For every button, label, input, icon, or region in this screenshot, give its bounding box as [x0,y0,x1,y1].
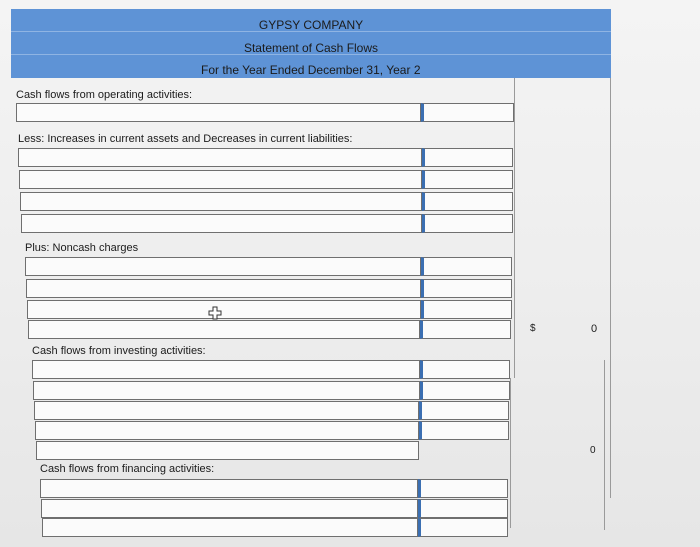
financing-item-input-2[interactable] [41,499,418,518]
less-item-input-1[interactable] [18,148,422,167]
investing-section-label: Cash flows from investing activities: [32,345,206,357]
operating-total-value: 0 [591,323,598,335]
financing-amount-input-1[interactable] [418,479,508,498]
plus-item-input-2[interactable] [26,279,421,298]
investing-amount-input-1[interactable] [420,360,510,379]
less-item-input-2[interactable] [19,170,422,189]
less-item-input-3[interactable] [20,192,422,211]
investing-amount-input-2[interactable] [420,381,510,400]
statement-header [11,9,611,78]
investing-item-input-1[interactable] [32,360,420,379]
less-section-label: Less: Increases in current assets and Decreases in current liabilities: [18,133,353,145]
investing-item-input-4[interactable] [35,421,419,440]
grid-line-col3 [514,78,515,378]
operating-total-label-input[interactable] [28,320,420,339]
financing-amount-input-2[interactable] [418,499,508,518]
financing-item-input-3[interactable] [42,518,418,537]
investing-item-input-3[interactable] [34,401,419,420]
plus-item-input-1[interactable] [25,257,421,276]
less-amount-input-1[interactable] [422,148,513,167]
investing-amount-input-4[interactable] [419,421,509,440]
less-item-input-4[interactable] [21,214,422,233]
less-amount-input-3[interactable] [422,192,513,211]
less-amount-input-4[interactable] [422,214,513,233]
investing-total-label-input[interactable] [36,441,419,460]
statement-title: Statement of Cash Flows [243,41,379,55]
financing-item-input-1[interactable] [40,479,418,498]
financing-section-label: Cash flows from financing activities: [40,463,215,475]
grid-line-col4 [610,78,611,498]
financing-amount-input-3[interactable] [418,518,508,537]
operating-item-input[interactable] [16,103,421,122]
plus-cursor-icon [208,306,222,320]
plus-amount-input-3[interactable] [421,300,512,319]
investing-item-input-2[interactable] [33,381,420,400]
plus-item-input-3[interactable] [27,300,421,319]
dollar-sign: $ [530,323,536,334]
company-name: GYPSY COMPANY [258,18,364,32]
plus-amount-input-1[interactable] [421,257,512,276]
statement-period: For the Year Ended December 31, Year 2 [201,63,421,77]
investing-amount-input-3[interactable] [419,401,509,420]
operating-subtotal-input[interactable] [420,320,511,339]
operating-amount-input[interactable] [421,103,514,122]
investing-total-value: 0 [590,445,596,456]
operating-section-label: Cash flows from operating activities: [16,89,193,101]
plus-section-label: Plus: Noncash charges [25,242,139,254]
grid-line-col3-lower [510,378,511,528]
grid-line-col4-lower [604,360,605,530]
plus-amount-input-2[interactable] [421,279,512,298]
less-amount-input-2[interactable] [422,170,513,189]
